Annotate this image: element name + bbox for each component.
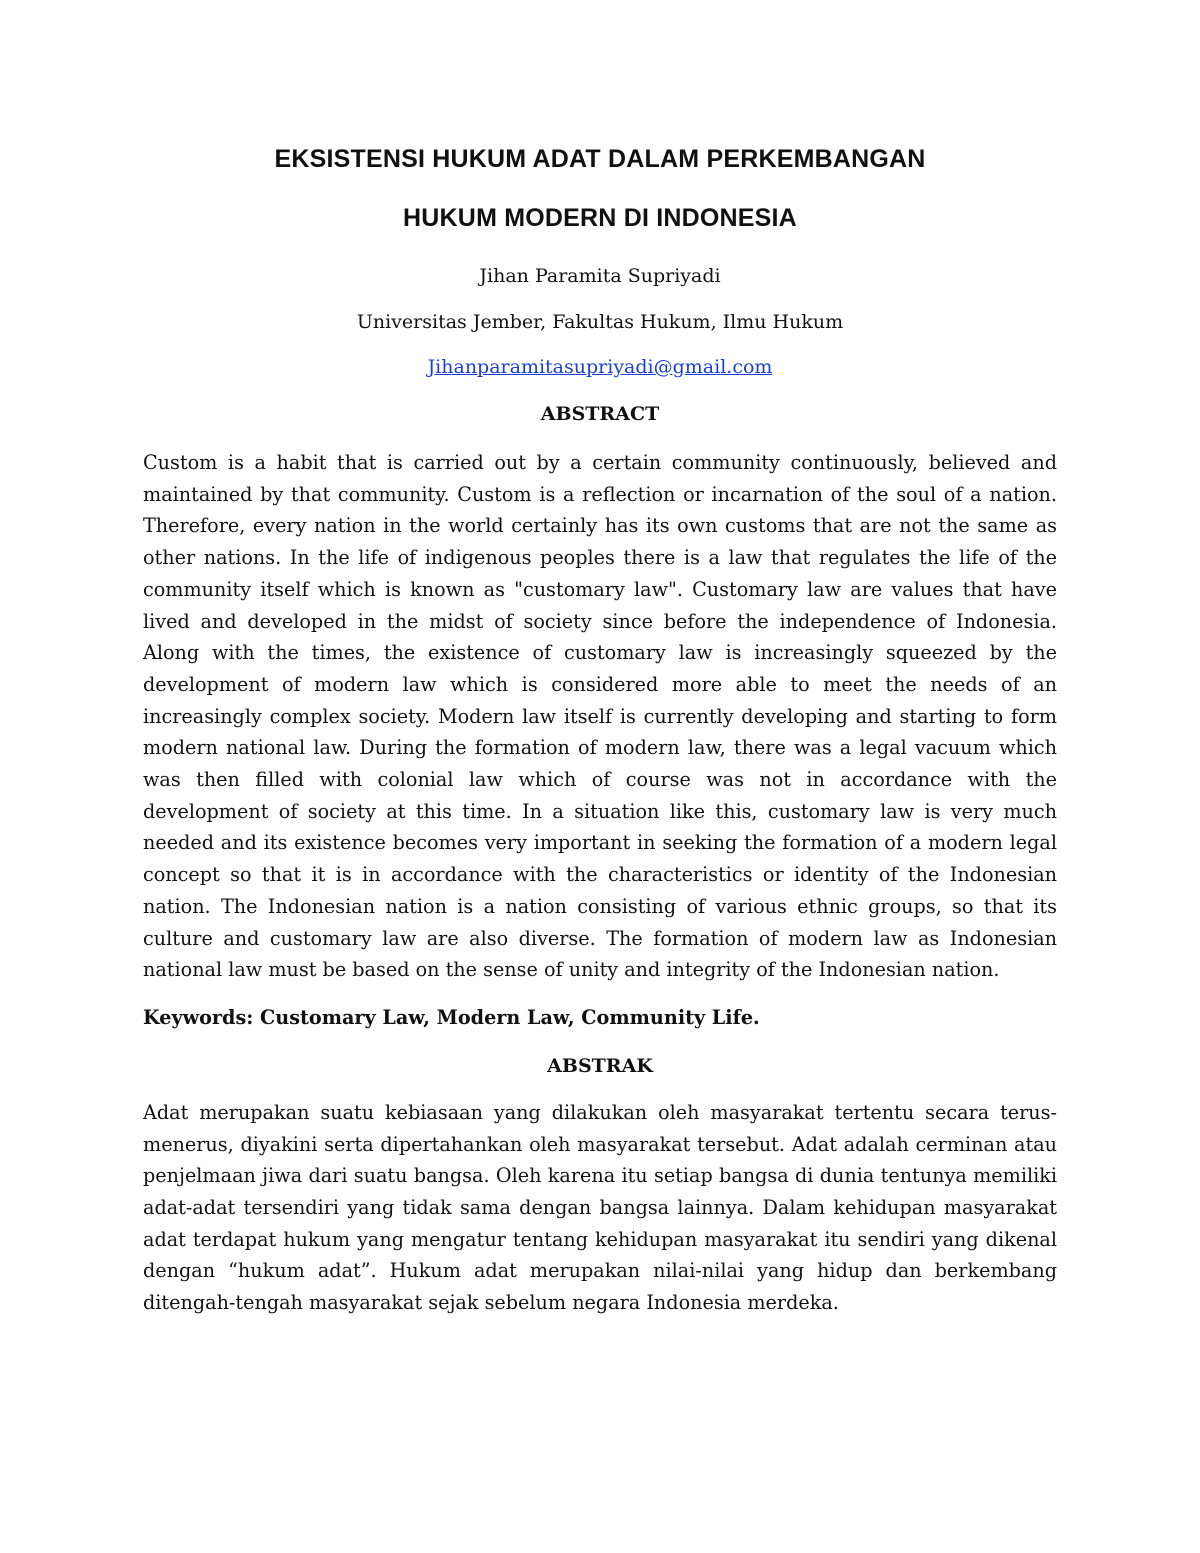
paper-title-line-1: EKSISTENSI HUKUM ADAT DALAM PERKEMBANGAN: [274, 145, 926, 173]
abstrak-body: Adat merupakan suatu kebiasaan yang dilakukan oleh masyarakat tertentu secara terus-menerus, diyakini serta dipertahankan oleh masyarakat tersebut. Adat adalah cerminan atau penjelmaan jiwa dari suatu bangsa. Oleh karena itu setiap bangsa di dunia tentunya memiliki adat-adat tersendiri yang tidak sama dengan bangsa lainnya. Dalam kehidupan masyarakat adat terdapat hukum yang mengatur tentang kehidupan masyarakat itu sendiri yang dikenal dengan “hukum adat”. Hukum adat merupakan nilai-nilai yang hidup dan berkembang ditengah-tengah masyarakat sejak sebelum negara Indonesia merdeka.: [143, 1100, 1057, 1315]
abstract-body: Custom is a habit that is carried out by a certain community continuously, believed and maintained by that community. Custom is a reflection or incarnation of the soul of a nation. Therefore, every nation in the world certainly has its own customs that are not the same as other nations. In the life of indigenous peoples there is a law that regulates the life of the community itself which is known as "customary law". Customary law are values that have lived and developed in the midst of society since before the independence of Indonesia. Along with the times, the existence of customary law is increasingly squeezed by the development of modern law which is considered more able to meet the needs of an increasingly complex society. Modern law itself is currently developing and starting to form modern national law. During the formation of modern law, there was a legal vacuum which was then filled with colonial law which of course was not in accordance with the development of society at this time. In a situation like this, customary law is very much needed and its existence becomes very important in seeking the formation of a modern legal concept so that it is in accordance with the characteristics or identity of the Indonesian nation. The Indonesian nation is a nation consisting of various ethnic groups, so that its culture and customary law are also diverse. The formation of modern law as Indonesian national law must be based on the sense of unity and integrity of the Indonesian nation.: [143, 451, 1057, 982]
keywords-line: Keywords: Customary Law, Modern Law, Community Life.: [143, 1005, 760, 1029]
paper-title-line-2: HUKUM MODERN DI INDONESIA: [403, 204, 797, 232]
author-email-line: [143, 356, 1057, 378]
author-email-link[interactable]: Jihanparamitasupriyadi@gmail.com: [427, 356, 773, 378]
author-affiliation: Universitas Jember, Fakultas Hukum, Ilmu Hukum: [356, 311, 844, 333]
author-name: Jihan Paramita Supriyadi: [479, 265, 721, 287]
abstrak-heading: ABSTRAK: [547, 1054, 653, 1077]
abstract-heading: ABSTRACT: [540, 403, 660, 425]
